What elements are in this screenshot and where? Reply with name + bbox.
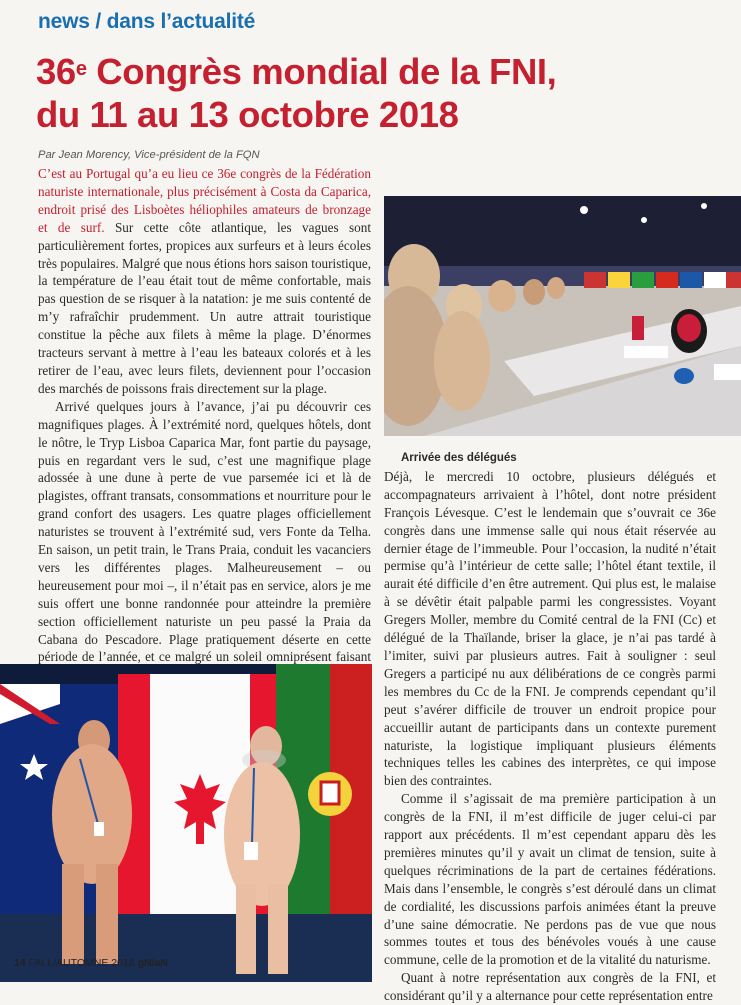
article-title bbox=[36, 50, 726, 136]
delegates-paragraph: Déjà, le mercredi 10 octobre, plusieurs délégués et accompagnateurs arrivaient à l’hôtel, dont notre président François Lévesque. C’est le lendemain que s’ouvrait ce 36e congrès dans une immense salle qui nous était réservée au dernier étage de l’immeuble. Pour l’occasion, la nudité n’était permise qu’à l’intérieur de cette salle; l’hôtel étant textile, il aurait été difficile d’en être autrement. Qui plus est, le malaise à se dévêtir était palpable parmi les congressistes. Voyant Gregers Moller, membre du Comité central de la FNI (Cc) et délégué de la Thaïlande, briser la glace, je n’ai pas tardé à l’imiter, suivi par plusieurs autres. Fait à souligner : seul Gregers a participé nu aux délibérations de ce congrès parmi les membres du Cc de la FNI. Je comprends cependant qu’il peut s’avérer difficile de trouver un endroit propice pour accueillir autant de participants dans un contexte purement naturiste, la logistique impliquant plusieurs éléments techniques telles les cabines des interprètes, ce qui impose bien des contraintes. bbox=[384, 468, 716, 789]
issue-label: FALL/AUTOMNE 2018 bbox=[28, 957, 135, 969]
intro-rest: Sur cette côte atlantique, les vagues sont particulièrement fortes, propices aux surfeurs et à leurs écoles très populaires. Malgré que nous étions hors saison touristique, la température de l’eau était tout de même confortable, mais pas question de se risquer à la natation: je me suis contenté de m’y rafraîchir prudemment. Un autre attrait touristique constitue la pêche aux filets à même la plage. D’énormes tracteurs servant à mettre à l’eau les bateaux colorés et à les retirer de l’eau, avec leurs filets, deviennent pour l’occasion des marchés de poissons frais directement sur la plage. bbox=[38, 219, 372, 396]
delegates-subheading: Arrivée des délégués bbox=[401, 452, 517, 464]
title-superscript: e bbox=[75, 58, 87, 80]
first-participation-paragraph: Comme il s’agissait de ma première participation à un congrès de la FNI, il m’est difficile de juger celui-ci par rapport aux précédents. Il m’est cependant apparu dès les premières minutes qu’il y avait un climat de tension, suite à quelques récriminations de la part de certaines fédérations. Mais dans l’ensemble, le congrès s’est déroulé dans un climat de cordialité, les discussions parfois animées étant la preuve d’une saine démocratie. Ne perdons pas de vue que nous sommes toutes et tous des bénévoles voués à une cause commune, celle de la promotion et de la vitalité du naturisme. bbox=[384, 791, 716, 968]
page-number: 14 bbox=[14, 957, 26, 969]
title-number: 36 bbox=[36, 51, 76, 92]
beaches-paragraph: Arrivé quelques jours à l’avance, j’ai pu découvrir ces magnifiques plages. À l’extrémité nord, quelques hôtels, dont le nôtre, le Tryp Lisboa Caparica Mar, font partie du paysage, puis en regardant vers le sud, c’est une magnifique plage adossée à une dune à perte de vue parsemée ici et là de plagistes, offrant transats, consommations et nourriture pour le grand confort des usagers. Les quatre plages officiellement naturistes se trouvent à l’extrémité sud, vers Fonte da Telha. En saison, un petit train, le Trans Praia, conduit les vacanciers vers les différentes plages. Malheureusement – ou heureusement pour moi –, il n’était pas en service, alors je me suis offert une bonne randonnée pour atteindre la première section officiellement naturiste un peu passé la Praia da Cabana do Pescadore. Plage pratiquement déserte en cette période de l’année, et ce malgré un soleil omniprésent faisant bbox=[38, 398, 371, 665]
section-tag: news / dans l’actualité bbox=[38, 10, 256, 33]
column-left bbox=[38, 165, 371, 720]
column-right bbox=[384, 450, 716, 1005]
title-line1: Congrès mondial de la FNI, bbox=[86, 51, 557, 92]
lead-text: C’est au Portugal qu’a eu lieu ce 36e congrès de la Fédération naturiste internationale, plus précisément à Costa da Caparica, endroit prisé des Lisboètes héliophiles amateurs de bronzage et de surf. bbox=[38, 166, 371, 235]
representation-paragraph: Quant à notre représentation aux congrès de la FNI, et considérant qu’il y a alternance pour cette représentation entre bbox=[384, 970, 716, 1004]
byline: Par Jean Morency, Vice-président de la FQN bbox=[38, 149, 260, 161]
delegates-photo bbox=[0, 664, 372, 982]
page-footer bbox=[14, 957, 168, 969]
conference-photo bbox=[384, 196, 741, 436]
title-line2: du 11 au 13 octobre 2018 bbox=[36, 94, 459, 135]
magazine-name: gN/aN bbox=[137, 957, 168, 969]
intro-paragraph bbox=[38, 165, 371, 398]
